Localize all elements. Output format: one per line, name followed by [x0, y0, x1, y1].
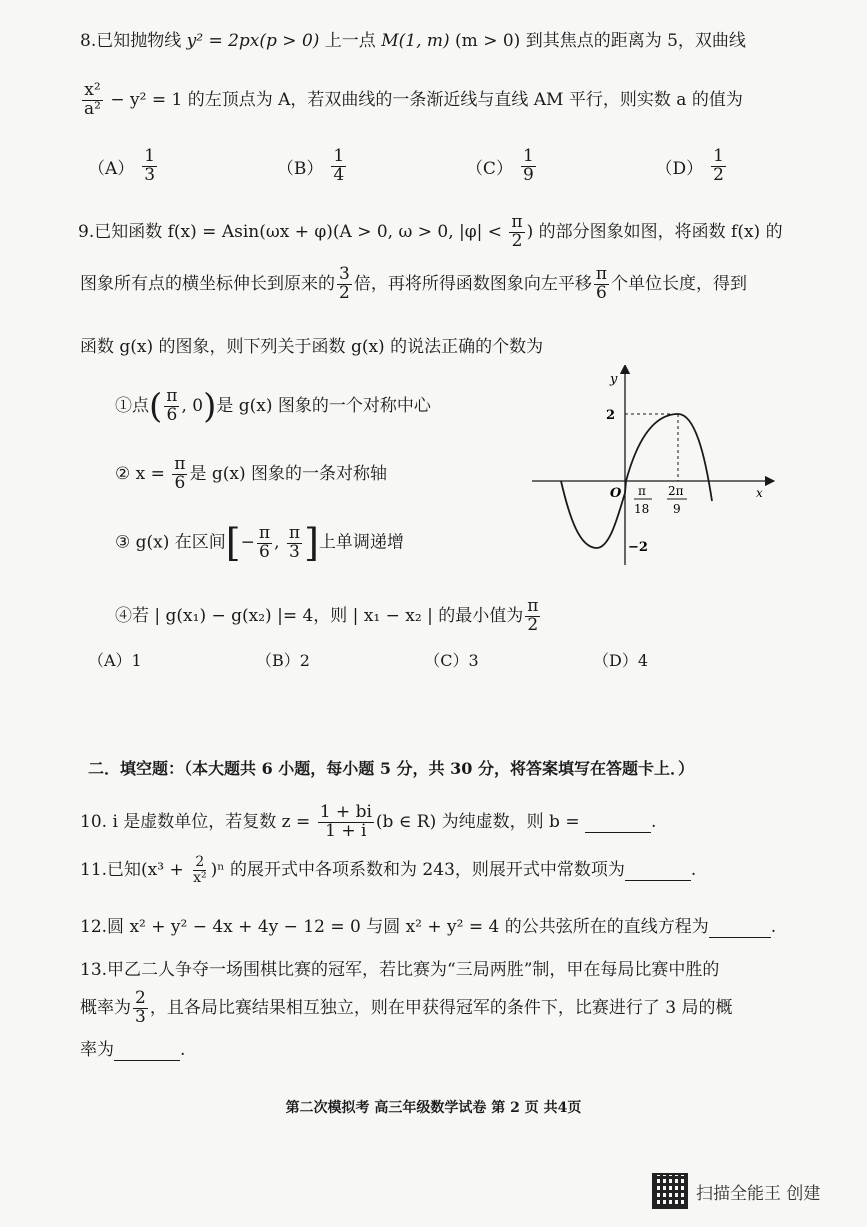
ymin-label: −2	[628, 540, 648, 555]
q9-sine-graph	[530, 365, 780, 575]
q9-line1: 9.已知函数 f(x) = Asin(ωx + φ)(A > 0, ω > 0, |φ| < $\frac{\pi}{2}$ ) 的部分图象如图，将函数 f(x) 的	[78, 212, 783, 251]
q8-line2	[80, 82, 743, 119]
q9-statement-3: ③ g(x) 在区间[− $\frac{\pi}{6}$ , $\frac{\pi}{3}$ ]上单调递增	[115, 521, 404, 565]
section-2-heading: 二．填空题：（本大题共 6 小题，每小题 5 分，共 30 分，将答案填写在答题卡上．）	[88, 759, 694, 778]
qr-code-icon	[652, 1173, 688, 1209]
q13-line2: 概率为 $\frac{2}{3}$ ，且各局比赛结果相互独立，则在甲获得冠军的条件下，比赛进行了 3 局的概	[80, 988, 733, 1027]
q9-line2: 图象所有点的横坐标伸长到原来的 $\frac{3}{2}$ 倍，再将所得函数图象向左平移 $\frac{\pi}{6}$ 个单位长度，得到	[80, 264, 748, 303]
origin-label: O	[610, 486, 622, 501]
q8-option-b[interactable]: （B） $\frac{1}{4}$	[276, 146, 345, 185]
tick1-num: π	[638, 484, 646, 498]
tick1-den: 18	[634, 502, 650, 516]
y-axis-label: y	[610, 372, 618, 387]
q9-statement-4: ④若 | g(x₁) − g(x₂) |= 4，则 | x₁ − x₂ | 的最小值为 $\frac{\pi}{2}$	[115, 596, 539, 635]
q13-answer-blank[interactable]	[114, 1040, 180, 1061]
q9-option-a[interactable]: （A）1	[88, 651, 142, 670]
q8-prefix: 8.已知抛物线	[80, 31, 187, 51]
q9-line3: 函数 g(x) 的图象，则下列关于函数 g(x) 的说法正确的个数为	[80, 337, 544, 357]
q8-eq-tail: − y² = 1	[104, 89, 183, 110]
q8-option-c[interactable]: （C） $\frac{1}{9}$	[465, 146, 534, 185]
q8-option-d[interactable]: （D） $\frac{1}{2}$	[655, 146, 724, 185]
q12: 12.圆 x² + y² − 4x + 4y − 12 = 0 与圆 x² + y² = 4 的公共弦所在的直线方程为 .	[80, 917, 777, 937]
q13-line1: 13.甲乙二人争夺一场围棋比赛的冠军，若比赛为“三局两胜”制，甲在每局比赛中胜的	[80, 960, 720, 980]
watermark-text: 扫描全能王 创建	[696, 1183, 821, 1204]
q8-point: M(1, m)	[381, 31, 450, 51]
q9-statement-1: ①点( $\frac{\pi}{6}$ , 0)是 g(x) 图象的一个对称中心	[115, 386, 431, 427]
q8-text1: 上一点	[319, 31, 382, 51]
q8-options	[88, 148, 728, 185]
tick2-num: 2π	[668, 484, 684, 498]
q8-hyperbola-frac: $\frac{\text{x²}}{\text{a²}}$	[84, 80, 101, 119]
scanner-watermark	[652, 1173, 820, 1209]
q8-parabola-eq: y² = 2px(p > 0)	[186, 31, 320, 51]
tick2-den: 9	[673, 502, 681, 516]
q9-options	[88, 648, 648, 671]
q8-option-a[interactable]: （A） $\frac{1}{3}$	[88, 146, 156, 185]
q11-answer-blank[interactable]	[625, 860, 691, 881]
ymax-label: 2	[606, 408, 616, 423]
page-footer: 第二次模拟考 高三年级数学试卷 第 2 页 共4页	[285, 1100, 582, 1116]
q8-line1	[80, 26, 746, 51]
q8-line2-text: 的左顶点为 A，若双曲线的一条渐近线与直线 AM 平行，则实数 a 的值为	[182, 89, 743, 110]
q13-line3: 率为 .	[80, 1040, 186, 1060]
q10-answer-blank[interactable]	[585, 812, 651, 833]
q9-statement-2: ② x = $\frac{\pi}{6}$ 是 g(x) 图象的一条对称轴	[115, 454, 388, 493]
q9-option-d[interactable]: （D）4	[592, 651, 648, 670]
q12-answer-blank[interactable]	[709, 917, 771, 938]
q9-option-b[interactable]: （B）2	[256, 651, 310, 670]
q10: 10. i 是虚数单位，若复数 z = $\frac{1 + bi}{1 + i}$ (b ∈ R) 为纯虚数，则 b = .	[80, 802, 657, 841]
q11: 11.已知(x³ + $\frac{2}{\text{x²}}$ )ⁿ 的展开式中各项系数和为 243，则展开式中常数项为 .	[80, 854, 697, 886]
q8-text2: (m > 0) 到其焦点的距离为 5，双曲线	[449, 31, 746, 51]
q9-option-c[interactable]: （C）3	[424, 651, 479, 670]
x-axis-label: x	[756, 486, 763, 500]
